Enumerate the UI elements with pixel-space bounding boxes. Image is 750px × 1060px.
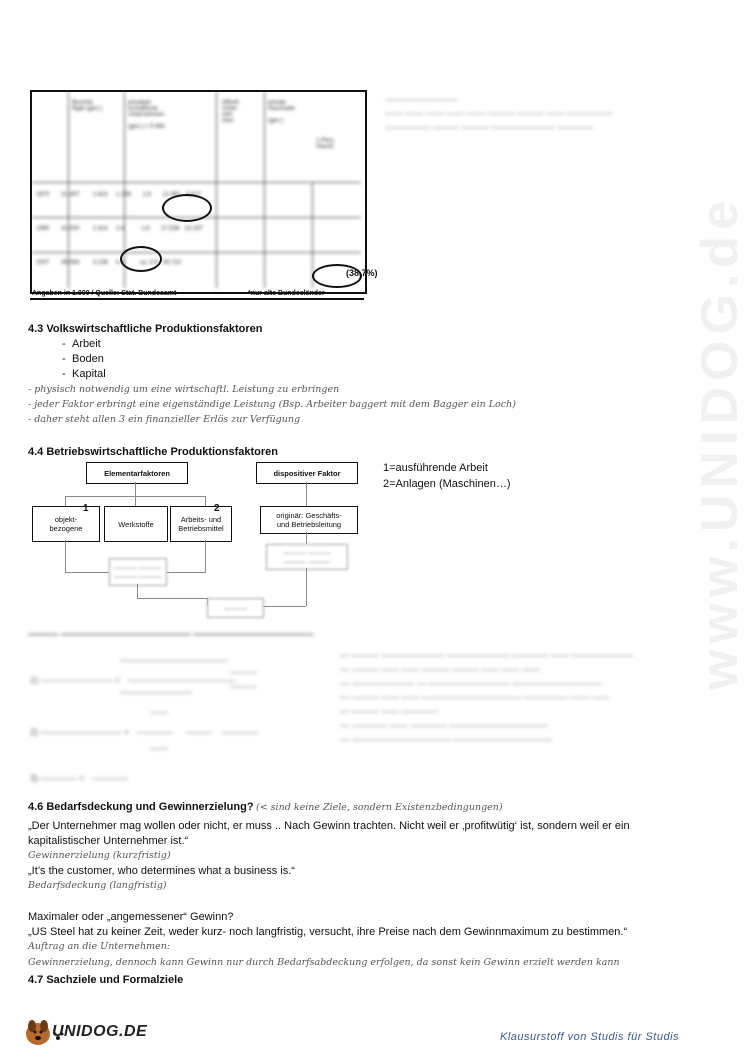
bullet-arbeit: Arbeit — [72, 338, 101, 350]
box-arbeits-betriebsmittel: Arbeits- und Betriebsmittel — [170, 506, 232, 542]
note-gewinnerzielung: Gewinnerzielung (kurzfristig) — [28, 850, 171, 861]
note-auftrag: Auftrag an die Unternehmen: — [28, 941, 171, 952]
box-werkstoffe: Werkstoffe — [104, 506, 168, 542]
blurred-section-4-5-notes: — ——— ——————— ——————— ———— —— ——————— — ——— —— —— ——— ——— —— —— —— — ——————— — ————————— —————————— — ——— —— —— ——————————— ————— —— —— — ——— —— ———— — ———— —— ———— ——————————— — ——————————— ——————————— — [340, 650, 635, 744]
box-objektbezogene: objekt- bezogene — [32, 506, 100, 542]
bullet-dash: - — [62, 368, 66, 380]
box-dispositiver-faktor: dispositiver Faktor — [256, 462, 358, 484]
quote-3: „US Steel hat zu keiner Zeit, weder kurz- noch langfristig, versucht, ihre Preise nach dem Gewinnmaximum zu bestimmen.“ — [28, 926, 628, 938]
question-gewinn: Maximaler oder „angemessener“ Gewinn? — [28, 911, 234, 923]
quote-2: „It’s the customer, who determines what a business is.“ — [28, 865, 295, 877]
box-elementarfaktoren: Elementarfaktoren — [86, 462, 188, 484]
bullet-boden: Boden — [72, 353, 104, 365]
note-line: - daher steht allen 3 ein finanzieller Erlös zur Verfügung — [28, 414, 301, 425]
quote-1-continued: kapitalistischer Unternehmer ist.“ — [28, 835, 189, 847]
legend-line-1: 1=ausführende Arbeit — [383, 462, 488, 474]
note-line: - physisch notwendig um eine wirtschaftl. Leistung zu erbringen — [28, 384, 340, 395]
box-output-blurred: ——— — [207, 598, 264, 618]
blurred-section-4-5-heading: ——— ————————————— ———————————— — [28, 629, 314, 640]
table-footer-source: Angaben in 1.000 / Quelle: Stat. Bundesamt — [32, 290, 177, 297]
section-4-7-heading: 4.7 Sachziele und Formalziele — [28, 974, 184, 986]
number-1: 1 — [83, 503, 89, 514]
quote-1: „Der Unternehmer mag wollen oder nicht, er muss .. Nach Gewinn trachten. Nicht weil er ‚profitwütig‘ ist, sondern weil er ein — [28, 820, 630, 832]
box-combination-blurred: ——— ——— ——— ——— — [109, 558, 167, 586]
box-originaer: originär: Geschäfts- und Betriebsleitung — [260, 506, 358, 534]
blurred-note-top: ———————— —— —— —— —— —— ——— ——— —— ————— ————— ——— ——— ——————— ———— — [385, 94, 613, 132]
note-gewinnerzielung-bedarf: Gewinnerzielung, dennoch kann Gewinn nur durch Bedarfsabdeckung erfolgen, da sonst kein Gewinn erzielt werden kann — [28, 957, 620, 968]
section-4-6-heading-note: (< sind keine Ziele, sondern Existenzbedingungen) — [256, 802, 503, 813]
section-4-3-heading: 4.3 Volkswirtschaftliche Produktionsfaktoren — [28, 323, 263, 335]
bullet-kapital: Kapital — [72, 368, 106, 380]
watermark: www.UNIDOG.de — [691, 195, 749, 690]
section-4-6-heading: 4.6 Bedarfsdeckung und Gewinnerzielung? — [28, 801, 254, 813]
table-bottom-rule — [30, 298, 364, 300]
circled-value-2 — [120, 246, 162, 272]
section-4-4-heading: 4.4 Betriebswirtschaftliche Produktionsfaktoren — [28, 446, 279, 458]
table-footer-note: *nur alte Bundesländer — [248, 290, 325, 297]
statistics-table: Beschä- ftigte (ges.) privatwir- tschaftliche Unternehmen (ges.) < 5 Mill. öffentl. Unter- neh- men private Haushalte (ges.) 1-Pers. Haush. 1970 21.457 1.615 1.258 2,5 21.991 5.527 1990 31.000 2.414 2.4 1,6 27.536 13.297 2007 36.064 3.138 k.A. ca. 0,8 39.722 (38,7%) — [30, 90, 367, 294]
number-2: 2 — [214, 503, 220, 514]
footer-tagline: Klausurstoff von Studis für Studis — [500, 1031, 680, 1043]
logo-text: UNIDOG.DE — [52, 1023, 148, 1040]
bullet-dash: - — [62, 338, 66, 350]
circled-value-1 — [162, 194, 212, 222]
note-line: - jeder Faktor erbringt eine eigenständige Leistung (Bsp. Arbeiter baggert mit dem Bagger ein Loch) — [28, 399, 516, 410]
highlight-value: (38,7%) — [346, 268, 378, 278]
note-bedarfsdeckung: Bedarfsdeckung (langfristig) — [28, 880, 167, 891]
legend-line-2: 2=Anlagen (Maschinen…) — [383, 478, 511, 490]
blurred-section-4-5-formulas: ———————————— 1) ———————— = ———————————— ——— ——— ———————— —— 2) ————————— = ———— ——— ———— —— 3) ———— = ———— — [30, 655, 259, 783]
bullet-dash: - — [62, 353, 66, 365]
box-derivative-blurred: ——— ——— ——— ——— — [266, 544, 348, 570]
